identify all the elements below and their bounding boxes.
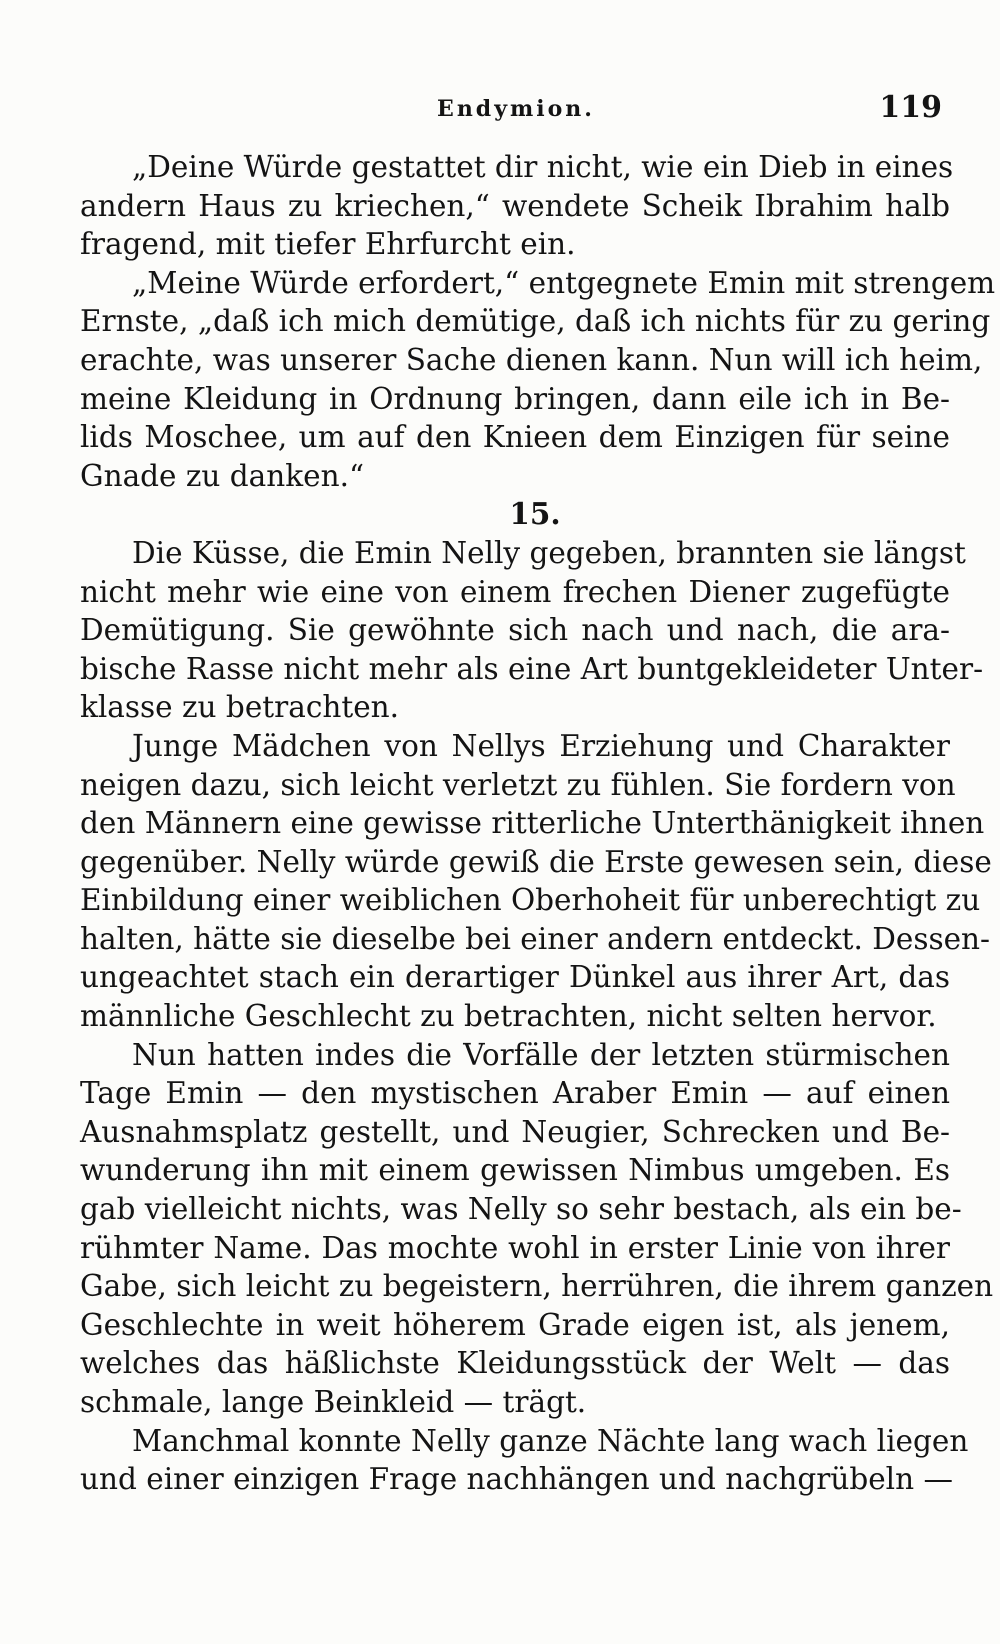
text-line: den Männern eine gewisse ritterliche Unterthänigkeit ihnen bbox=[80, 806, 985, 841]
text-line: Ernste, „daß ich mich demütige, daß ich nichts für zu gering bbox=[80, 304, 991, 339]
text-line: wunderung ihn mit einem gewissen Nimbus umgeben. Es bbox=[80, 1153, 950, 1188]
text-line: Die Küsse, die Emin Nelly gegeben, brannten sie längst bbox=[132, 535, 966, 570]
text-line: Nun hatten indes die Vorfälle der letzten stürmischen bbox=[132, 1037, 950, 1072]
text-line: schmale, lange Beinkleid — trägt. bbox=[80, 1385, 587, 1419]
text-line: gegenüber. Nelly würde gewiß die Erste gewesen sein, diese bbox=[80, 844, 992, 879]
text-line: Manchmal konnte Nelly ganze Nächte lang wach liegen bbox=[132, 1423, 969, 1458]
text-line: bische Rasse nicht mehr als eine Art buntgekleideter Unter- bbox=[80, 651, 984, 686]
text-line: Einbildung einer weiblichen Oberhoheit für unberechtigt zu bbox=[80, 883, 981, 918]
text-line: erachte, was unserer Sache dienen kann. Nun will ich heim, bbox=[80, 342, 983, 377]
page-body bbox=[80, 148, 996, 1499]
text-line: rühmter Name. Das mochte wohl in erster Linie von ihrer bbox=[80, 1230, 950, 1265]
text-line: „Deine Würde gestattet dir nicht, wie ein Dieb in eines bbox=[132, 150, 954, 184]
text-line: Ausnahmsplatz gestellt, und Neugier, Schrecken und Be- bbox=[80, 1114, 950, 1149]
text-line: ungeachtet stach ein derartiger Dünkel aus ihrer Art, das bbox=[80, 960, 950, 995]
section-number: 15. bbox=[509, 496, 561, 532]
text-line: neigen dazu, sich leicht verletzt zu fühlen. Sie fordern von bbox=[80, 767, 956, 802]
text-line: „Meine Würde erfordert,“ entgegnete Emin mit strengem bbox=[132, 265, 996, 300]
text-line: andern Haus zu kriechen,“ wendete Scheik Ibrahim halb bbox=[80, 188, 950, 223]
page-header bbox=[82, 88, 950, 128]
text-line: halten, hätte sie dieselbe bei einer andern entdeckt. Dessen- bbox=[80, 921, 991, 956]
running-title: Endymion. bbox=[437, 96, 595, 122]
text-line: nicht mehr wie eine von einem frechen Diener zugefügte bbox=[80, 574, 950, 609]
text-line: gab vielleicht nichts, was Nelly so sehr bestach, als ein be- bbox=[80, 1192, 962, 1227]
text-line: fragend, mit tiefer Ehrfurcht ein. bbox=[80, 227, 576, 262]
text-line: lids Moschee, um auf den Knieen dem Einzigen für seine bbox=[80, 420, 950, 455]
text-line: welches das häßlichste Kleidungsstück der Welt — das bbox=[80, 1346, 950, 1381]
text-line: Geschlechte in weit höherem Grade eigen ist, als jenem, bbox=[80, 1307, 950, 1342]
text-line: Gnade zu danken.“ bbox=[80, 458, 365, 493]
text-line: klasse zu betrachten. bbox=[80, 690, 400, 725]
text-line: und einer einzigen Frage nachhängen und nachgrübeln — bbox=[80, 1462, 953, 1497]
text-line: meine Kleidung in Ordnung bringen, dann eile ich in Be- bbox=[80, 381, 950, 416]
text-line: Tage Emin — den mystischen Araber Emin — auf einen bbox=[80, 1076, 950, 1111]
text-line: männliche Geschlecht zu betrachten, nicht selten hervor. bbox=[80, 999, 937, 1034]
text-line: Gabe, sich leicht zu begeistern, herrühren, die ihrem ganzen bbox=[80, 1269, 994, 1304]
text-line: Demütigung. Sie gewöhnte sich nach und nach, die ara- bbox=[80, 613, 950, 648]
text-line: Junge Mädchen von Nellys Erziehung und Charakter bbox=[132, 728, 950, 763]
page-number: 119 bbox=[879, 90, 942, 125]
